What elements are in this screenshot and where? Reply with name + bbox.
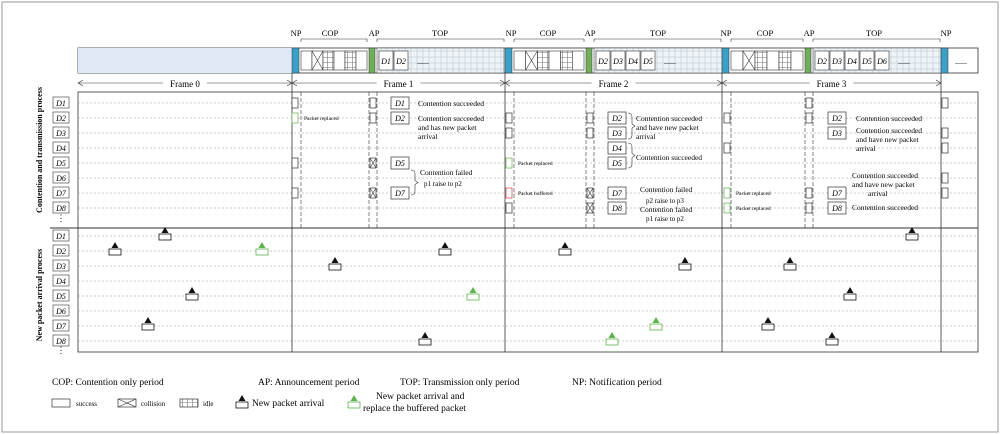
period-label-cop: COP [756,28,774,38]
cop-slot-mark [724,113,730,123]
period-label-np: NP [720,28,732,38]
annotation-text: Contention succeeded [852,203,919,212]
frame-label: Frame 2 [598,79,629,89]
annotation-text: Contention succeeded [852,171,919,180]
annotation-text: and have new packet [852,180,915,189]
top-ellipsis: ...... [417,57,429,66]
legend-replace-box [348,402,360,408]
cop-slot [323,51,334,70]
cop-slot-mark [724,143,730,153]
np-block [505,48,512,73]
device-label: D3 [56,129,66,138]
annotation-text: Contention succeeded [418,114,485,123]
legend-collision-text: collision [141,400,166,408]
legend-arrival-text: New packet arrival [252,399,325,409]
cop-slot-mark [942,143,948,153]
contention-process-label: Contention and transmission process [35,87,44,213]
cop-slot-mark [292,158,298,168]
annotation-text: Contention succeeded [636,114,703,123]
top-slot-label: D2 [396,57,406,66]
period-label-top: TOP [650,28,666,38]
device-label: D2 [56,247,66,256]
arrival-box [826,339,838,345]
device-label: D8 [56,204,66,213]
device-label: D3 [56,262,66,271]
cop-slot [356,51,367,70]
frame0-fill [78,48,292,73]
tx-device-label: D8 [612,204,622,213]
arrival-box [784,264,796,270]
cop-slot-mark [587,113,593,123]
tx-device-label: D3 [832,129,842,138]
annotation-text: arrival [418,132,438,141]
cop-slot-mark [942,188,948,198]
annotation-text: Contention failed [420,168,473,177]
device-label: D6 [56,174,66,183]
annotation-text: p2 raise to p3 [646,197,684,205]
period-label-cop: COP [539,28,557,38]
cop-slot-mark [942,98,948,108]
annotation-text: Contention succeeded [856,114,923,123]
tx-device-label: D2 [612,114,622,123]
period-label-cop: COP [321,28,339,38]
top-slot-label: D6 [877,57,887,66]
cop-slot-mark [942,128,948,138]
cop-slot [549,51,561,70]
cop-slot-mark [806,98,812,108]
device-label: D5 [56,292,66,301]
top-slot-label: D1 [381,57,391,66]
cop-slot-mark [506,128,512,138]
packet-replaced-note: Packet replaced [736,191,771,197]
legend-success-swatch [52,399,70,407]
cop-slot-mark [506,188,512,198]
period-label-np: NP [505,28,517,38]
cop-slot-mark [292,98,298,108]
device-label: D4 [56,277,66,286]
period-label-ap: AP [803,28,815,38]
packet-replaced-note: Packet replaced [518,161,553,167]
top-slot-label: D3 [832,57,842,66]
annotation-text: Contention succeeded [856,126,923,135]
cop-slot-mark [724,188,730,198]
frame-label: Frame 3 [816,79,847,89]
tx-device-label: D7 [395,189,405,198]
np-block [722,48,729,73]
cop-slot [514,51,526,70]
cop-slot [572,51,584,70]
top-slot-label: D5 [643,57,653,66]
top-slot-label: D2 [817,57,827,66]
annotation-text: arrival [636,132,656,141]
legend-idle-text: idle [203,400,214,408]
cop-slot-mark [587,128,593,138]
cop-slot-mark [942,173,948,183]
legend-arrival-box [236,402,248,408]
top-slot-label: D4 [628,57,638,66]
np-block [941,48,948,73]
device-label: D1 [56,99,66,108]
top-slot-label: D3 [613,57,623,66]
arrival-box [844,294,856,300]
cop-slot-mark [370,98,376,108]
tx-device-label: D2 [395,114,405,123]
arrival-box [906,234,918,240]
arrival-box [159,234,171,240]
arrival-process-label: New packet arrival process [35,248,44,342]
period-label-ap: AP [584,28,596,38]
top-slot-label: D2 [598,57,608,66]
annotation-text: arrival [856,144,876,153]
np-block [292,48,299,73]
annotation-text: Contention succeeded [636,153,703,162]
frame-label: Frame 0 [170,79,200,89]
legend-ap: AP: Announcement period [258,378,360,388]
tx-device-label: D1 [395,99,405,108]
arrival-box [142,324,154,330]
annotation-text: Contention failed [640,205,693,214]
period-label-np: NP [940,28,952,38]
legend-success-text: success [76,400,97,408]
ap-block [586,48,592,73]
frame-bar [78,48,978,73]
frame-label: Frame 1 [383,79,414,89]
legend-top: TOP: Transmission only period [400,378,520,388]
arrival-box [679,264,691,270]
annotation-text: and have new packet [636,123,699,132]
tx-device-label: D4 [612,144,622,153]
cop-slot-mark [724,203,730,213]
cop-slot [791,51,803,70]
period-label-top: TOP [432,28,448,38]
tx-device-label: D7 [612,189,622,198]
top-slot-label: D5 [862,57,872,66]
device-label: D1 [56,232,66,241]
bar-tail-ellipsis: ...... [955,57,967,66]
device-more-bottom: ⋮ [56,345,66,355]
packet-replaced-note: Packet replaced [736,206,771,212]
cop-slot [537,51,549,70]
tx-device-label: D5 [612,159,622,168]
ap-block [805,48,811,73]
tx-device-label: D8 [832,204,842,213]
tx-device-label: D2 [832,114,842,123]
cop-slot-mark [806,188,812,198]
period-label-np: NP [290,28,302,38]
device-label: D2 [56,114,66,123]
device-label: D5 [56,159,66,168]
legend-idle-swatch [180,399,198,407]
packet-replaced-note: Packet replaced [304,116,339,122]
cop-slot [561,51,573,70]
arrival-box [439,249,451,255]
arrival-box [559,249,571,255]
device-label: D7 [56,189,66,198]
arrival-box [186,294,198,300]
annotation-text: Contention failed [640,185,693,194]
arrival-box [256,249,268,255]
annotation-text: p1 raise to p2 [646,215,684,223]
cop-slot [301,51,312,70]
cop-slot-mark [506,158,512,168]
annotation-text: and have new packet [856,135,919,144]
top-ellipsis: ...... [664,57,676,66]
top-ellipsis: ...... [898,57,910,66]
packet-buffered-note: Packet buffered [518,191,553,197]
period-label-ap: AP [368,28,380,38]
period-label-top: TOP [866,28,882,38]
cop-slot-mark [370,113,376,123]
annotation-text: p1 raise to p2 [424,180,462,188]
cop-slot [779,51,791,70]
device-label: D6 [56,307,66,316]
arrival-box [606,339,618,345]
legend-cop: COP: Contention only period [52,378,164,388]
tx-device-label: D3 [612,129,622,138]
legend-replace-text-2: replace the buffered packet [363,404,466,414]
cop-slot-mark [806,203,812,213]
arrival-box [762,324,774,330]
arrival-box [467,294,479,300]
arrival-box [109,249,121,255]
cop-slot [731,51,743,70]
cop-slot-mark [506,113,512,123]
arrival-box [329,264,341,270]
cop-slot [345,51,356,70]
cop-slot [334,51,345,70]
cop-slot-mark [806,113,812,123]
device-more-top: ⋮ [56,213,66,223]
cop-slot-mark [506,203,512,213]
legend-np: NP: Notification period [572,378,662,388]
arrival-box [650,324,662,330]
annotation-text: arrival [868,189,888,198]
tx-device-label: D7 [832,189,842,198]
device-label: D7 [56,322,66,331]
annotation-text: Contention succeeded [418,99,485,108]
annotation-text: and has new packet [418,123,477,132]
legend-replace-text-1: New packet arrival and [376,392,465,402]
cop-slot-mark [292,113,298,123]
device-label: D8 [56,337,66,346]
ap-block [369,48,375,73]
top-slot-label: D4 [847,57,857,66]
arrival-box [419,339,431,345]
cop-slot [755,51,767,70]
cop-slot [767,51,779,70]
tx-device-label: D5 [395,159,405,168]
device-label: D4 [56,144,66,153]
cop-slot-mark [292,188,298,198]
